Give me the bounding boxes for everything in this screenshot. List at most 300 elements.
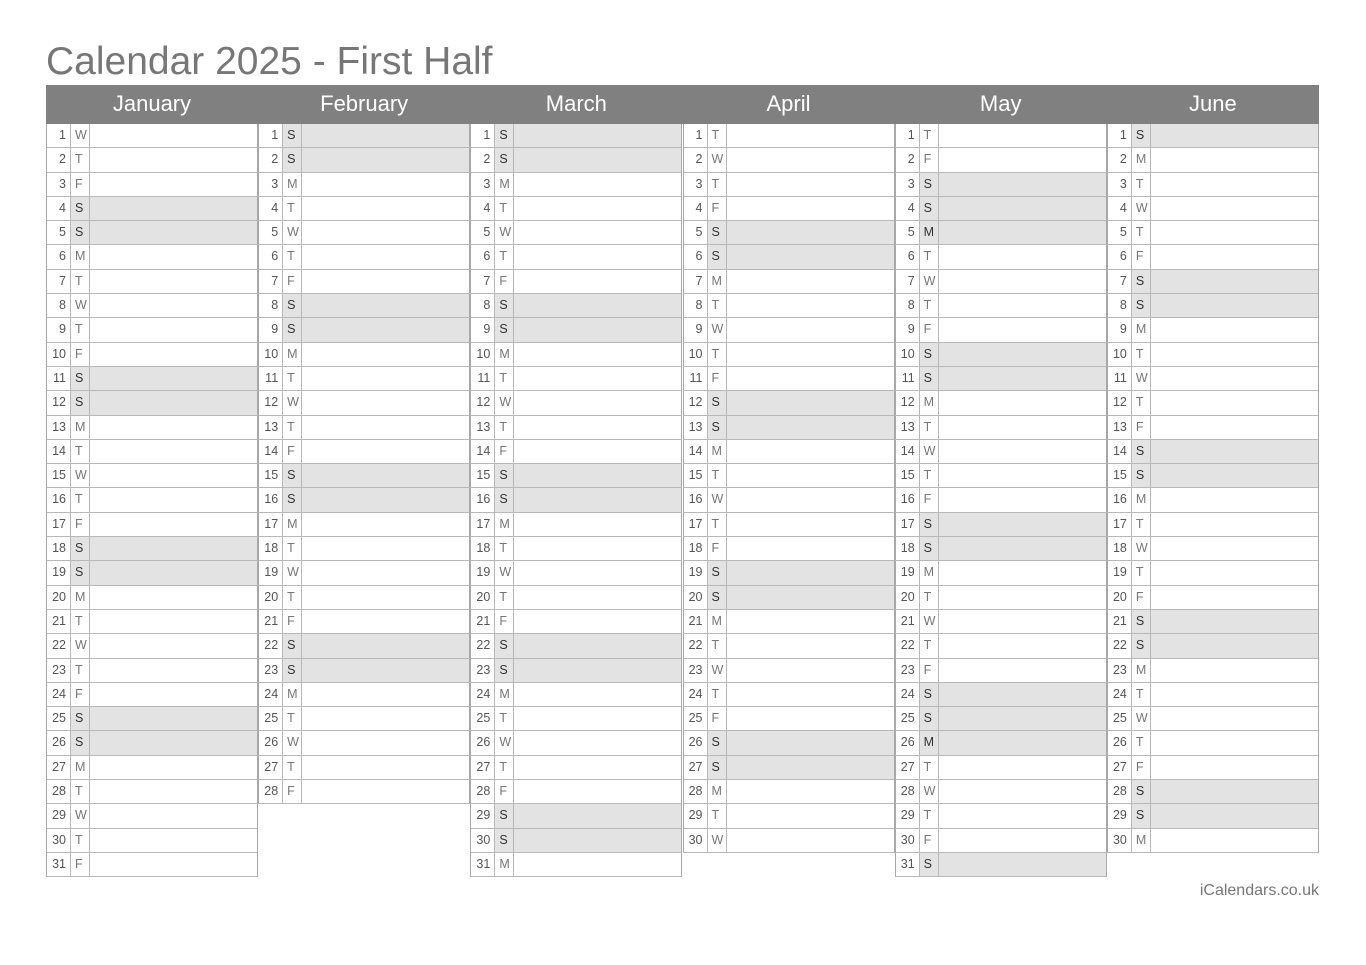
weekday-letter: T [495, 756, 514, 779]
note-cell[interactable] [514, 197, 681, 220]
day-number: 3 [896, 173, 920, 196]
day-number: 4 [896, 197, 920, 220]
note-cell[interactable] [90, 586, 257, 609]
note-cell[interactable] [90, 707, 257, 730]
weekday-letter: T [283, 586, 302, 609]
note-cell[interactable] [939, 416, 1106, 439]
note-cell[interactable] [939, 731, 1106, 754]
note-cell[interactable] [1151, 270, 1318, 293]
weekday-letter: M [283, 173, 302, 196]
note-cell[interactable] [90, 634, 257, 657]
note-cell[interactable] [302, 780, 469, 803]
day-number: 11 [1108, 367, 1132, 390]
day-number: 6 [471, 245, 495, 268]
weekday-letter: F [283, 440, 302, 463]
note-cell[interactable] [514, 148, 681, 171]
note-cell[interactable] [90, 853, 257, 876]
note-cell[interactable] [727, 561, 894, 584]
note-cell[interactable] [1151, 707, 1318, 730]
day-number: 22 [684, 634, 708, 657]
note-cell[interactable] [302, 270, 469, 293]
note-cell[interactable] [514, 586, 681, 609]
day-number: 4 [684, 197, 708, 220]
day-number: 24 [684, 683, 708, 706]
note-cell[interactable] [514, 756, 681, 779]
note-cell[interactable] [727, 464, 894, 487]
note-cell[interactable] [727, 391, 894, 414]
note-cell[interactable] [90, 343, 257, 366]
note-cell[interactable] [302, 416, 469, 439]
day-number: 6 [896, 245, 920, 268]
note-cell[interactable] [727, 804, 894, 827]
note-cell[interactable] [939, 148, 1106, 171]
note-cell[interactable] [727, 197, 894, 220]
day-row [470, 513, 682, 537]
note-cell[interactable] [514, 659, 681, 682]
note-cell[interactable] [90, 513, 257, 536]
note-cell[interactable] [1151, 464, 1318, 487]
note-cell[interactable] [1151, 513, 1318, 536]
day-row [470, 488, 682, 512]
day-row [895, 221, 1107, 245]
note-cell[interactable] [302, 124, 469, 147]
note-cell[interactable] [302, 707, 469, 730]
day-number: 23 [1108, 659, 1132, 682]
note-cell[interactable] [514, 124, 681, 147]
note-cell[interactable] [1151, 245, 1318, 268]
note-cell[interactable] [727, 343, 894, 366]
note-cell[interactable] [302, 318, 469, 341]
note-cell[interactable] [302, 610, 469, 633]
day-row [1107, 197, 1319, 221]
note-cell[interactable] [1151, 780, 1318, 803]
day-number: 17 [896, 513, 920, 536]
weekday-letter: F [71, 513, 90, 536]
day-row [46, 221, 258, 245]
note-cell[interactable] [1151, 610, 1318, 633]
note-cell[interactable] [90, 440, 257, 463]
note-cell[interactable] [727, 731, 894, 754]
note-cell[interactable] [514, 707, 681, 730]
note-cell[interactable] [90, 318, 257, 341]
note-cell[interactable] [939, 513, 1106, 536]
note-cell[interactable] [514, 245, 681, 268]
day-number: 24 [259, 683, 283, 706]
weekday-letter: M [71, 416, 90, 439]
note-cell[interactable] [90, 270, 257, 293]
note-cell[interactable] [514, 513, 681, 536]
note-cell[interactable] [90, 731, 257, 754]
note-cell[interactable] [939, 707, 1106, 730]
note-cell[interactable] [1151, 416, 1318, 439]
weekday-letter: M [1132, 148, 1151, 171]
note-cell[interactable] [90, 488, 257, 511]
note-cell[interactable] [727, 610, 894, 633]
day-number: 6 [47, 245, 71, 268]
note-cell[interactable] [727, 659, 894, 682]
note-cell[interactable] [514, 634, 681, 657]
day-row [470, 853, 682, 877]
note-cell[interactable] [727, 318, 894, 341]
note-cell[interactable] [90, 173, 257, 196]
note-cell[interactable] [302, 221, 469, 244]
note-cell[interactable] [302, 659, 469, 682]
note-cell[interactable] [939, 270, 1106, 293]
note-cell[interactable] [90, 245, 257, 268]
note-cell[interactable] [1151, 829, 1318, 852]
weekday-letter: F [708, 537, 727, 560]
weekday-letter: W [708, 488, 727, 511]
day-number: 31 [896, 853, 920, 876]
note-cell[interactable] [727, 148, 894, 171]
weekday-letter: M [920, 221, 939, 244]
note-cell[interactable] [1151, 586, 1318, 609]
note-cell[interactable] [1151, 148, 1318, 171]
day-number: 20 [471, 586, 495, 609]
note-cell[interactable] [514, 294, 681, 317]
note-cell[interactable] [1151, 659, 1318, 682]
note-cell[interactable] [90, 829, 257, 852]
note-cell[interactable] [514, 853, 681, 876]
day-row [470, 221, 682, 245]
day-number: 7 [684, 270, 708, 293]
note-cell[interactable] [1151, 221, 1318, 244]
day-row [683, 513, 895, 537]
note-cell[interactable] [514, 343, 681, 366]
note-cell[interactable] [727, 537, 894, 560]
weekday-letter: T [71, 318, 90, 341]
note-cell[interactable] [90, 780, 257, 803]
note-cell[interactable] [939, 197, 1106, 220]
note-cell[interactable] [514, 488, 681, 511]
weekday-letter: W [71, 294, 90, 317]
day-number: 5 [47, 221, 71, 244]
day-number: 12 [1108, 391, 1132, 414]
note-cell[interactable] [727, 634, 894, 657]
note-cell[interactable] [1151, 197, 1318, 220]
day-row [683, 804, 895, 828]
note-cell[interactable] [90, 221, 257, 244]
day-row [895, 659, 1107, 683]
note-cell[interactable] [727, 245, 894, 268]
weekday-letter: T [495, 707, 514, 730]
note-cell[interactable] [302, 586, 469, 609]
note-cell[interactable] [727, 707, 894, 730]
note-cell[interactable] [939, 464, 1106, 487]
weekday-letter: F [1132, 416, 1151, 439]
note-cell[interactable] [939, 488, 1106, 511]
note-cell[interactable] [90, 464, 257, 487]
day-row [1107, 416, 1319, 440]
weekday-letter: T [920, 124, 939, 147]
note-cell[interactable] [302, 731, 469, 754]
note-cell[interactable] [1151, 537, 1318, 560]
note-cell[interactable] [90, 367, 257, 390]
note-cell[interactable] [90, 124, 257, 147]
note-cell[interactable] [514, 464, 681, 487]
weekday-letter: M [283, 513, 302, 536]
day-number: 15 [1108, 464, 1132, 487]
note-cell[interactable] [939, 804, 1106, 827]
note-cell[interactable] [90, 294, 257, 317]
day-number: 12 [896, 391, 920, 414]
note-cell[interactable] [514, 829, 681, 852]
note-cell[interactable] [1151, 561, 1318, 584]
day-number: 5 [684, 221, 708, 244]
day-row [683, 124, 895, 148]
note-cell[interactable] [939, 294, 1106, 317]
day-number: 28 [684, 780, 708, 803]
day-number: 4 [259, 197, 283, 220]
day-number: 7 [47, 270, 71, 293]
note-cell[interactable] [1151, 173, 1318, 196]
note-cell[interactable] [514, 440, 681, 463]
note-cell[interactable] [302, 513, 469, 536]
note-cell[interactable] [727, 294, 894, 317]
note-cell[interactable] [1151, 124, 1318, 147]
note-cell[interactable] [90, 416, 257, 439]
note-cell[interactable] [727, 780, 894, 803]
note-cell[interactable] [727, 513, 894, 536]
day-number: 2 [259, 148, 283, 171]
note-cell[interactable] [1151, 294, 1318, 317]
note-cell[interactable] [90, 537, 257, 560]
note-cell[interactable] [302, 634, 469, 657]
note-cell[interactable] [90, 659, 257, 682]
day-number: 17 [1108, 513, 1132, 536]
note-cell[interactable] [514, 173, 681, 196]
note-cell[interactable] [90, 756, 257, 779]
month-column-june [1107, 91, 1319, 853]
day-row [258, 391, 470, 415]
weekday-letter: W [1132, 537, 1151, 560]
note-cell[interactable] [90, 804, 257, 827]
weekday-letter: S [708, 391, 727, 414]
note-cell[interactable] [727, 367, 894, 390]
note-cell[interactable] [302, 488, 469, 511]
note-cell[interactable] [90, 391, 257, 414]
day-number: 15 [471, 464, 495, 487]
day-row [895, 343, 1107, 367]
day-row [258, 221, 470, 245]
note-cell[interactable] [514, 391, 681, 414]
note-cell[interactable] [1151, 367, 1318, 390]
note-cell[interactable] [90, 148, 257, 171]
note-cell[interactable] [302, 245, 469, 268]
note-cell[interactable] [727, 756, 894, 779]
page-title: Calendar 2025 - First Half [46, 40, 493, 83]
day-number: 9 [259, 318, 283, 341]
note-cell[interactable] [90, 683, 257, 706]
note-cell[interactable] [302, 343, 469, 366]
note-cell[interactable] [514, 610, 681, 633]
note-cell[interactable] [302, 464, 469, 487]
note-cell[interactable] [939, 586, 1106, 609]
day-row [470, 148, 682, 172]
note-cell[interactable] [514, 537, 681, 560]
note-cell[interactable] [939, 634, 1106, 657]
note-cell[interactable] [302, 561, 469, 584]
note-cell[interactable] [514, 221, 681, 244]
note-cell[interactable] [1151, 488, 1318, 511]
weekday-letter: T [495, 245, 514, 268]
day-number: 27 [896, 756, 920, 779]
note-cell[interactable] [939, 221, 1106, 244]
weekday-letter: F [920, 318, 939, 341]
day-row [1107, 173, 1319, 197]
day-number: 14 [47, 440, 71, 463]
note-cell[interactable] [939, 391, 1106, 414]
weekday-letter: T [71, 610, 90, 633]
day-number: 20 [47, 586, 71, 609]
day-number: 5 [896, 221, 920, 244]
note-cell[interactable] [1151, 634, 1318, 657]
note-cell[interactable] [302, 197, 469, 220]
note-cell[interactable] [939, 756, 1106, 779]
note-cell[interactable] [727, 124, 894, 147]
note-cell[interactable] [302, 367, 469, 390]
note-cell[interactable] [514, 731, 681, 754]
note-cell[interactable] [939, 561, 1106, 584]
weekday-letter: W [708, 829, 727, 852]
day-number: 20 [896, 586, 920, 609]
note-cell[interactable] [302, 173, 469, 196]
note-cell[interactable] [1151, 440, 1318, 463]
note-cell[interactable] [514, 318, 681, 341]
note-cell[interactable] [514, 270, 681, 293]
note-cell[interactable] [727, 440, 894, 463]
note-cell[interactable] [302, 756, 469, 779]
note-cell[interactable] [727, 488, 894, 511]
note-cell[interactable] [1151, 318, 1318, 341]
note-cell[interactable] [939, 440, 1106, 463]
day-row [470, 440, 682, 464]
note-cell[interactable] [939, 124, 1106, 147]
weekday-letter: F [1132, 756, 1151, 779]
day-row [1107, 610, 1319, 634]
day-number: 7 [259, 270, 283, 293]
weekday-letter: T [1132, 561, 1151, 584]
note-cell[interactable] [939, 829, 1106, 852]
weekday-letter: T [920, 416, 939, 439]
day-number: 2 [47, 148, 71, 171]
month-name: May [979, 91, 1022, 116]
day-row [895, 707, 1107, 731]
note-cell[interactable] [939, 318, 1106, 341]
note-cell[interactable] [302, 391, 469, 414]
weekday-letter: T [708, 513, 727, 536]
day-number: 18 [47, 537, 71, 560]
note-cell[interactable] [514, 416, 681, 439]
note-cell[interactable] [90, 610, 257, 633]
note-cell[interactable] [939, 853, 1106, 876]
weekday-letter: S [920, 513, 939, 536]
weekday-letter: M [1132, 318, 1151, 341]
note-cell[interactable] [727, 173, 894, 196]
note-cell[interactable] [727, 221, 894, 244]
note-cell[interactable] [1151, 804, 1318, 827]
note-cell[interactable] [514, 683, 681, 706]
day-number: 27 [1108, 756, 1132, 779]
weekday-letter: M [708, 780, 727, 803]
day-row [470, 464, 682, 488]
weekday-letter: S [920, 683, 939, 706]
day-number: 19 [684, 561, 708, 584]
note-cell[interactable] [939, 610, 1106, 633]
day-row [46, 513, 258, 537]
day-row [895, 804, 1107, 828]
day-row [258, 634, 470, 658]
note-cell[interactable] [514, 367, 681, 390]
day-number: 10 [896, 343, 920, 366]
day-row [46, 731, 258, 755]
note-cell[interactable] [727, 416, 894, 439]
day-row [258, 270, 470, 294]
note-cell[interactable] [939, 780, 1106, 803]
day-number: 21 [684, 610, 708, 633]
note-cell[interactable] [302, 683, 469, 706]
day-number: 13 [896, 416, 920, 439]
note-cell[interactable] [514, 804, 681, 827]
note-cell[interactable] [939, 343, 1106, 366]
day-row [470, 610, 682, 634]
note-cell[interactable] [939, 245, 1106, 268]
note-cell[interactable] [939, 683, 1106, 706]
weekday-letter: S [71, 367, 90, 390]
weekday-letter: W [71, 124, 90, 147]
note-cell[interactable] [302, 537, 469, 560]
note-cell[interactable] [939, 367, 1106, 390]
weekday-letter: T [495, 537, 514, 560]
day-number: 13 [471, 416, 495, 439]
weekday-letter: T [495, 416, 514, 439]
note-cell[interactable] [1151, 343, 1318, 366]
note-cell[interactable] [727, 829, 894, 852]
day-number: 18 [684, 537, 708, 560]
day-row [470, 731, 682, 755]
note-cell[interactable] [939, 537, 1106, 560]
note-cell[interactable] [727, 270, 894, 293]
note-cell[interactable] [727, 683, 894, 706]
note-cell[interactable] [1151, 391, 1318, 414]
day-number: 7 [1108, 270, 1132, 293]
note-cell[interactable] [939, 659, 1106, 682]
weekday-letter: S [495, 634, 514, 657]
note-cell[interactable] [1151, 683, 1318, 706]
note-cell[interactable] [514, 561, 681, 584]
note-cell[interactable] [1151, 756, 1318, 779]
note-cell[interactable] [1151, 731, 1318, 754]
note-cell[interactable] [727, 586, 894, 609]
note-cell[interactable] [302, 440, 469, 463]
note-cell[interactable] [302, 148, 469, 171]
note-cell[interactable] [90, 197, 257, 220]
weekday-letter: T [283, 707, 302, 730]
note-cell[interactable] [514, 780, 681, 803]
weekday-letter: M [71, 756, 90, 779]
weekday-letter: W [708, 659, 727, 682]
note-cell[interactable] [90, 561, 257, 584]
day-number: 20 [1108, 586, 1132, 609]
day-number: 17 [684, 513, 708, 536]
note-cell[interactable] [302, 294, 469, 317]
day-row [258, 780, 470, 804]
note-cell[interactable] [939, 173, 1106, 196]
day-number: 15 [259, 464, 283, 487]
weekday-letter: T [283, 367, 302, 390]
weekday-letter: T [71, 780, 90, 803]
day-row [470, 561, 682, 585]
